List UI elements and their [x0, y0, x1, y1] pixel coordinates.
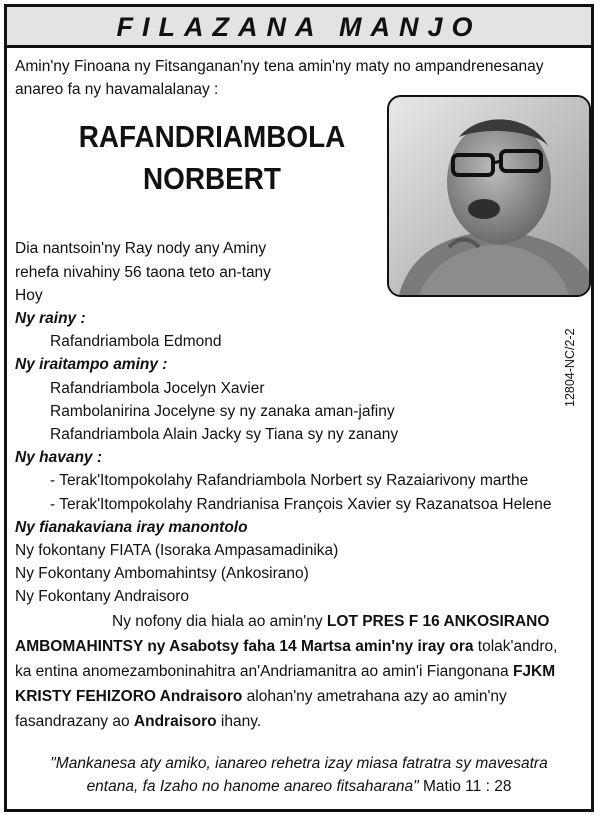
fianakaviana-item: Ny Fokontany Andraisoro: [15, 588, 190, 605]
havany-item: - Terak'Itompokolahy Randrianisa François Xavier sy Razanatsoa Helene: [50, 496, 552, 513]
portrait-image: [389, 97, 589, 295]
havany-heading: Ny havany :: [15, 449, 103, 466]
fianakaviana-item: Ny Fokontany Ambomahintsy (Ankosirano): [15, 565, 309, 582]
intro-line-1: Amin'ny Finoana ny Fitsanganan'ny tena amin'ny maty no ampandrenesanay: [15, 58, 544, 75]
burial-line-4: KRISTY FEHIZORO Andraisoro alohan'ny ametrahana azy ao amin'ny: [15, 688, 507, 705]
death-line-3: Hoy: [15, 287, 43, 304]
portrait-photo: [387, 95, 591, 297]
reference-code: 12804-NC/2-2: [563, 328, 577, 407]
rainy-heading: Ny rainy :: [15, 310, 86, 327]
death-line-1: Dia nantsoin'ny Ray nody any Aminy: [15, 240, 267, 257]
havany-item: - Terak'Itompokolahy Rafandriambola Norbert sy Razaiarivony marthe: [50, 472, 529, 489]
deceased-name-line-2: NORBERT: [143, 161, 281, 196]
fianakaviana-item: Ny fokontany FIATA (Isoraka Ampasamadinika): [15, 542, 339, 559]
iraitampo-heading: Ny iraitampo aminy :: [15, 356, 168, 373]
iraitampo-item: Rafandriambola Alain Jacky sy Tiana sy ny zanany: [50, 426, 399, 443]
bible-quote-line-1: "Mankanesa aty amiko, ianareo rehetra izay miasa fatratra sy mavesatra: [50, 755, 548, 772]
death-line-2: rehefa nivahiny 56 taona teto an-tany: [15, 264, 271, 281]
fianakaviana-heading: Ny fianakaviana iray manontolo: [15, 519, 248, 536]
intro-line-2: anareo fa ny havamalalanay :: [15, 81, 219, 98]
obituary-notice: [4, 4, 594, 812]
burial-line-5: fasandrazany ao Andraisoro ihany.: [15, 713, 262, 730]
bible-quote-line-2: entana, fa Izaho no hanome anareo fitsaharana" Matio 11 : 28: [86, 778, 512, 795]
rainy-item: Rafandriambola Edmond: [50, 333, 222, 350]
burial-line-2: AMBOMAHINTSY ny Asabotsy faha 14 Martsa amin'ny iray ora tolak'andro,: [15, 638, 558, 655]
burial-line-3: ka entina anomezamboninahitra an'Andriamanitra ao amin'i Fiangonana FJKM: [15, 663, 556, 680]
deceased-name-line-1: RAFANDRIAMBOLA: [78, 119, 346, 154]
burial-line-1: Ny nofony dia hiala ao amin'ny LOT PRES F 16 ANKOSIRANO: [112, 613, 550, 630]
bible-reference: Matio 11 : 28: [418, 778, 512, 795]
notice-title: FILAZANA MANJO: [7, 7, 591, 48]
iraitampo-item: Rafandriambola Jocelyn Xavier: [50, 380, 265, 397]
iraitampo-item: Rambolanirina Jocelyne sy ny zanaka aman-jafiny: [50, 403, 395, 420]
